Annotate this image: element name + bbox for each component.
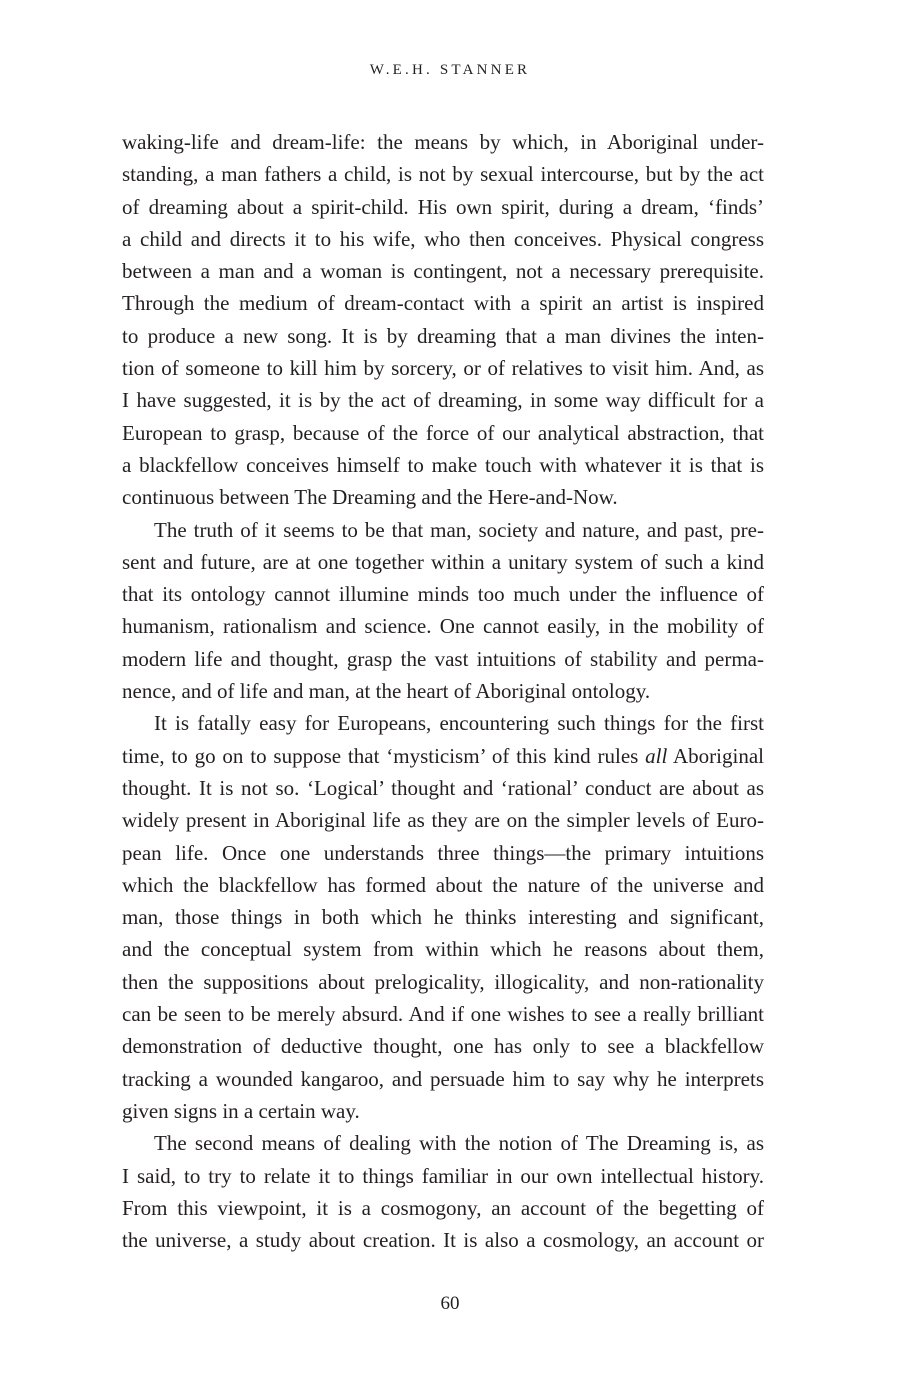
text-line: widely present in Aboriginal life as they are on the simpler levels of Euro- <box>122 808 764 833</box>
paragraph <box>122 514 764 708</box>
text-line: thought. It is not so. ‘Logical’ thought and ‘rational’ conduct are about as <box>122 775 764 800</box>
text-line: that its ontology cannot illumine minds too much under the influence of <box>122 582 764 607</box>
text-line: man, those things in both which he thinks interesting and significant, <box>122 905 764 930</box>
text-line: of dreaming about a spirit-child. His own spirit, during a dream, ‘finds’ <box>122 194 764 219</box>
text-line: can be seen to be merely absurd. And if one wishes to see a really brilliant <box>122 1002 764 1027</box>
text-line: The second means of dealing with the notion of The Dreaming is, as <box>154 1131 764 1156</box>
text-line: then the suppositions about prelogicality, illogicality, and non-rationality <box>122 969 764 994</box>
text-line: tracking a wounded kangaroo, and persuade him to say why he interprets <box>122 1066 764 1091</box>
text-line: nence, and of life and man, at the heart of Aboriginal ontology. <box>122 679 651 704</box>
text-line: continuous between The Dreaming and the Here-and-Now. <box>122 485 618 510</box>
text-line: humanism, rationalism and science. One cannot easily, in the mobility of <box>122 614 764 639</box>
text-line: tion of someone to kill him by sorcery, or of relatives to visit him. And, as <box>122 356 764 381</box>
text-line: a child and directs it to his wife, who then conceives. Physical congress <box>122 226 764 251</box>
text-line: the universe, a study about creation. It is also a cosmology, an account or <box>122 1228 764 1253</box>
paragraph <box>122 1127 764 1256</box>
text-line: waking-life and dream-life: the means by which, in Aboriginal under- <box>122 130 764 154</box>
text-line: demonstration of deductive thought, one has only to see a blackfellow <box>122 1034 764 1059</box>
text-line: The truth of it seems to be that man, society and nature, and past, pre- <box>154 517 764 542</box>
text-line: sent and future, are at one together within a unitary system of such a kind <box>122 549 764 574</box>
text-line: standing, a man fathers a child, is not by sexual intercourse, but by the act <box>122 162 764 187</box>
text-line: to produce a new song. It is by dreaming that a man divines the inten- <box>122 323 764 348</box>
text-line: which the blackfellow has formed about the nature of the universe and <box>122 872 764 897</box>
text-line: European to grasp, because of the force of our analytical abstraction, that <box>122 420 764 445</box>
text-line: a blackfellow conceives himself to make touch with whatever it is that is <box>122 452 764 477</box>
running-head: W.E.H. STANNER <box>369 62 531 78</box>
text-line: modern life and thought, grasp the vast intuitions of stability and perma- <box>122 646 764 671</box>
page-number: 60 <box>440 1293 460 1314</box>
emphasized-word: all <box>645 743 668 768</box>
text-line: pean life. Once one understands three things—the primary intuitions <box>122 840 764 865</box>
paragraph <box>122 126 764 514</box>
text-line: I have suggested, it is by the act of dreaming, in some way difficult for a <box>122 388 764 413</box>
text-line: I said, to try to relate it to things familiar in our own intellectual history. <box>122 1163 764 1188</box>
text-line: between a man and a woman is contingent, not a necessary prerequisite. <box>122 259 764 284</box>
text-line-with-emphasis: time, to go on to suppose that ‘mysticism’ of this kind rules all Aboriginal <box>122 743 765 768</box>
body-text <box>122 126 764 1256</box>
text-line: It is fatally easy for Europeans, encountering such things for the first <box>154 711 764 736</box>
text-line: Through the medium of dream-contact with a spirit an artist is inspired <box>122 291 764 316</box>
text-line: given signs in a certain way. <box>122 1098 360 1123</box>
text-line: and the conceptual system from within which he reasons about them, <box>122 937 764 962</box>
paragraph <box>122 707 764 1127</box>
text-line: From this viewpoint, it is a cosmogony, an account of the begetting of <box>122 1195 764 1220</box>
